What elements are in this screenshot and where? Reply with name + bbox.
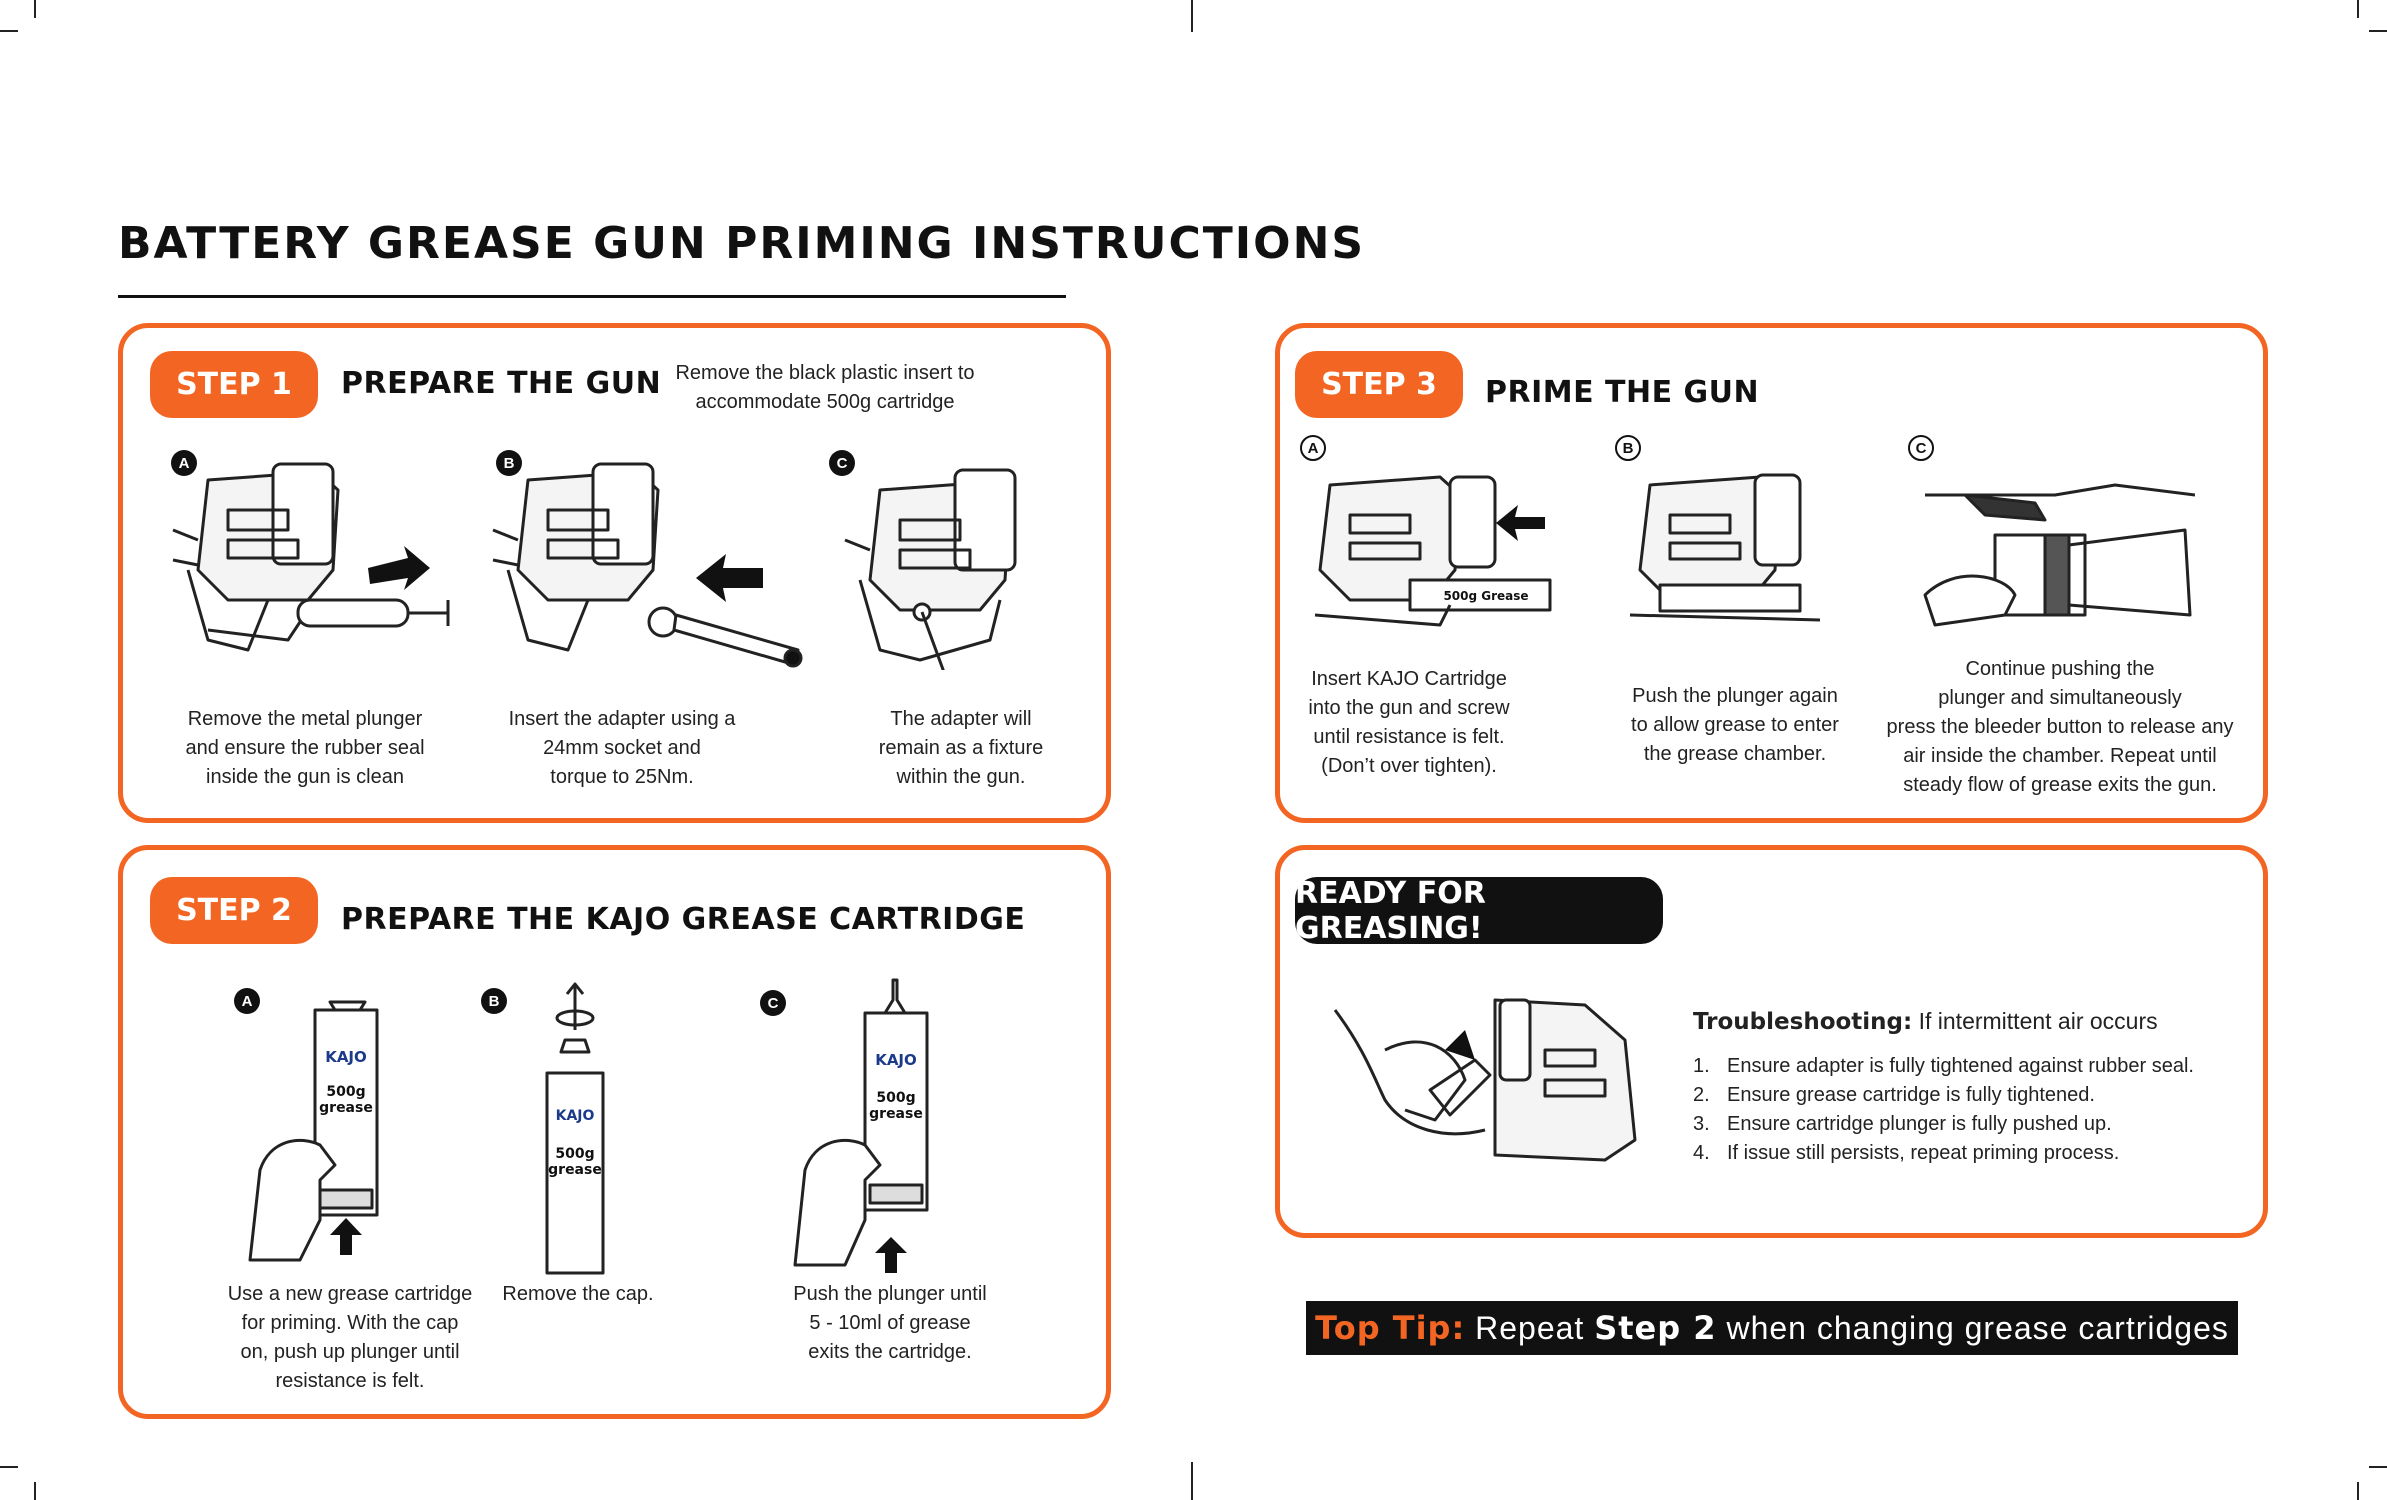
cartridge-b-weight: 500g	[555, 1146, 595, 1162]
step3-c-badge: C	[1908, 435, 1934, 461]
cartridge-b-brand: KAJO	[555, 1108, 595, 1124]
step1-b-badge: B	[496, 450, 522, 476]
cartridge-hand-push-illustration	[240, 990, 410, 1270]
cartridge-c-type: grease	[869, 1106, 923, 1122]
step1-note: Remove the black plastic insert to accommodate 500g cartridge	[675, 362, 975, 413]
cartridge-grease-exit-illustration	[785, 975, 955, 1280]
step1-b-caption: Insert the adapter using a 24mm socket and torque to 25Nm.	[508, 708, 736, 788]
cartridge-label-type: grease	[319, 1100, 373, 1116]
grease-gun-plunger-illustration	[168, 450, 458, 670]
step1-a-caption: Remove the metal plunger and ensure the rubber seal inside the gun is clean	[185, 708, 425, 788]
ready-badge: READY FOR GREASING!	[1295, 877, 1663, 944]
step2-b-badge: B	[481, 988, 507, 1014]
list-item: 2. Ensure grease cartridge is fully tightened.	[1693, 1084, 2095, 1106]
step2-a-badge: A	[234, 988, 260, 1014]
gun-cartridge-label: 500g Grease	[1443, 589, 1529, 603]
step2-a-caption: Use a new grease cartridge for priming. With the cap on, push up plunger until resistance is felt.	[227, 1283, 473, 1392]
greasing-gun-in-hand-illustration	[1325, 990, 1645, 1165]
top-tip-pre: Repeat	[1475, 1309, 1585, 1346]
step3-b-caption: Push the plunger again to allow grease to enter the grease chamber.	[1631, 685, 1839, 765]
cartridge-c-weight: 500g	[876, 1090, 916, 1106]
page-title: BATTERY GREASE GUN PRIMING INSTRUCTIONS	[118, 218, 1366, 269]
step1-a-badge: A	[171, 450, 197, 476]
top-tip-post: when changing grease cartridges	[1726, 1309, 2229, 1346]
step3-c-caption: Continue pushing the plunger and simultaneously press the bleeder button to release any air inside the chamber. Repeat until steady flow of grease exits the gun.	[1886, 658, 2234, 796]
top-tip-lead: Top Tip:	[1315, 1309, 1466, 1347]
troubleshooting-condition: If intermittent air occurs	[1918, 1008, 2158, 1034]
step2-heading: PREPARE THE KAJO GREASE CARTRIDGE	[341, 902, 1026, 937]
list-item: 3. Ensure cartridge plunger is fully pushed up.	[1693, 1113, 2112, 1135]
step3-b-badge: B	[1615, 435, 1641, 461]
push-plunger-gun-illustration	[1620, 465, 1840, 640]
cartridge-brand: KAJO	[325, 1048, 367, 1066]
step1-c-caption: The adapter will remain as a fixture within the gun.	[878, 708, 1044, 788]
step3-badge: STEP 3	[1295, 351, 1463, 418]
socket-wrench-adapter-illustration	[488, 450, 808, 670]
step2-c-badge: C	[760, 990, 786, 1016]
step1-heading: PREPARE THE GUN	[341, 366, 662, 401]
cartridge-cap-removal-illustration	[535, 980, 615, 1280]
list-item: 1. Ensure adapter is fully tightened against rubber seal.	[1693, 1055, 2194, 1077]
adapter-fixture-illustration	[840, 460, 1070, 670]
step3-heading: PRIME THE GUN	[1485, 375, 1760, 410]
insert-cartridge-gun-illustration	[1300, 465, 1560, 650]
step2-b-caption: Remove the cap.	[502, 1283, 654, 1305]
step2-c-caption: Push the plunger until 5 - 10ml of grease exits the cartridge.	[793, 1283, 987, 1363]
title-rule	[118, 295, 1066, 298]
troubleshooting-list	[1693, 1052, 2194, 1168]
cartridge-label-weight: 500g	[326, 1084, 366, 1100]
cartridge-b-type: grease	[548, 1162, 602, 1178]
troubleshooting-title	[1693, 1008, 2158, 1035]
list-item: 4. If issue still persists, repeat priming process.	[1693, 1142, 2120, 1164]
step1-badge: STEP 1	[150, 351, 318, 418]
top-tip-banner	[1306, 1301, 2238, 1355]
step3-a-caption: Insert KAJO Cartridge into the gun and screw until resistance is felt. (Don’t over tighten).	[1308, 668, 1510, 777]
troubleshooting-label: Troubleshooting:	[1693, 1009, 1913, 1035]
step1-c-badge: C	[829, 450, 855, 476]
bleeder-button-illustration	[1915, 475, 2195, 635]
top-tip-bold: Step 2	[1594, 1309, 1717, 1347]
step2-badge: STEP 2	[150, 877, 318, 944]
cartridge-c-brand: KAJO	[875, 1051, 917, 1069]
step3-a-badge: A	[1300, 435, 1326, 461]
